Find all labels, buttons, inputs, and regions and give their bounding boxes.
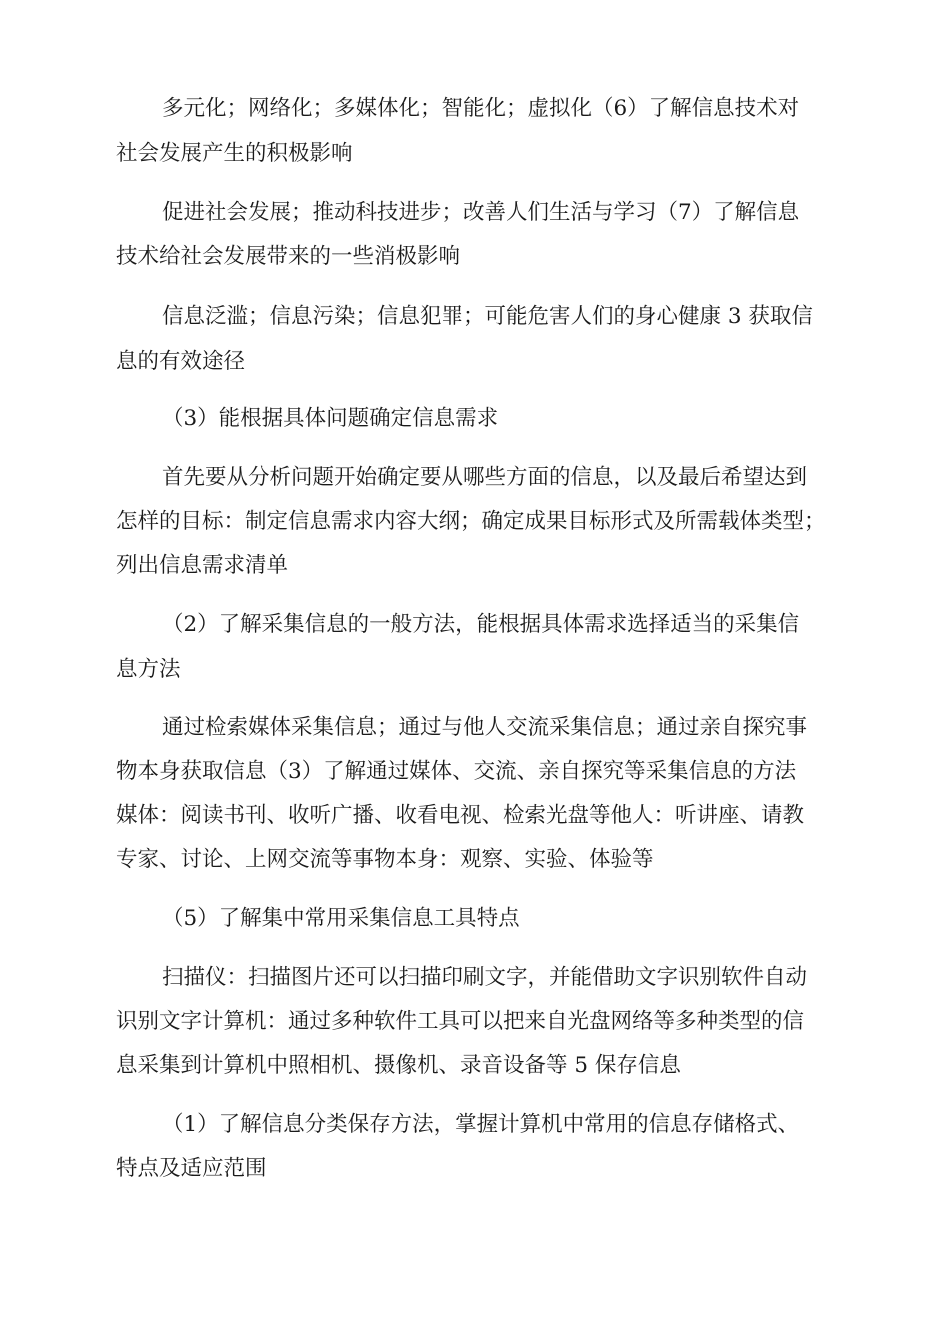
text-line: （2）了解采集信息的一般方法，能根据具体需求选择适当的采集信 [162, 612, 800, 637]
text-line: 物本身获取信息（3）了解通过媒体、交流、亲自探究等采集信息的方法 [116, 759, 797, 784]
text-line: 特点及适应范围 [116, 1156, 267, 1181]
text-line: 息的有效途径 [116, 349, 246, 374]
text-line: 列出信息需求清单 [116, 553, 289, 578]
text-line: 专家、讨论、上网交流等事物本身：观察、实验、体验等 [116, 847, 654, 872]
text-line: （1）了解信息分类保存方法，掌握计算机中常用的信息存储格式、 [162, 1112, 800, 1137]
text-line: （5）了解集中常用采集信息工具特点 [162, 906, 520, 931]
text-line: 信息泛滥；信息污染；信息犯罪；可能危害人们的身心健康 3 获取信 [162, 304, 813, 329]
text-line: 技术给社会发展带来的一些消极影响 [116, 244, 461, 269]
text-line: 扫描仪：扫描图片还可以扫描印刷文字，并能借助文字识别软件自动 [162, 965, 808, 990]
text-line: 促进社会发展；推动科技进步；改善人们生活与学习（7）了解信息 [162, 200, 800, 225]
text-line: 媒体：阅读书刊、收听广播、收看电视、检索光盘等他人：听讲座、请教 [116, 803, 805, 828]
text-line: 通过检索媒体采集信息；通过与他人交流采集信息；通过亲自探究事 [162, 715, 808, 740]
text-line: 社会发展产生的积极影响 [116, 141, 353, 166]
text-line: 息采集到计算机中照相机、摄像机、录音设备等 5 保存信息 [116, 1053, 681, 1078]
text-line: 首先要从分析问题开始确定要从哪些方面的信息，以及最后希望达到 [162, 465, 808, 490]
text-line: （3）能根据具体问题确定信息需求 [162, 406, 499, 431]
text-line: 识别文字计算机：通过多种软件工具可以把来自光盘网络等多种类型的信 [116, 1009, 805, 1034]
text-line: 怎样的目标：制定信息需求内容大纲；确定成果目标形式及所需载体类型； [116, 509, 826, 534]
text-line: 多元化；网络化；多媒体化；智能化；虚拟化（6）了解信息技术对 [162, 96, 800, 121]
text-line: 息方法 [116, 657, 181, 682]
